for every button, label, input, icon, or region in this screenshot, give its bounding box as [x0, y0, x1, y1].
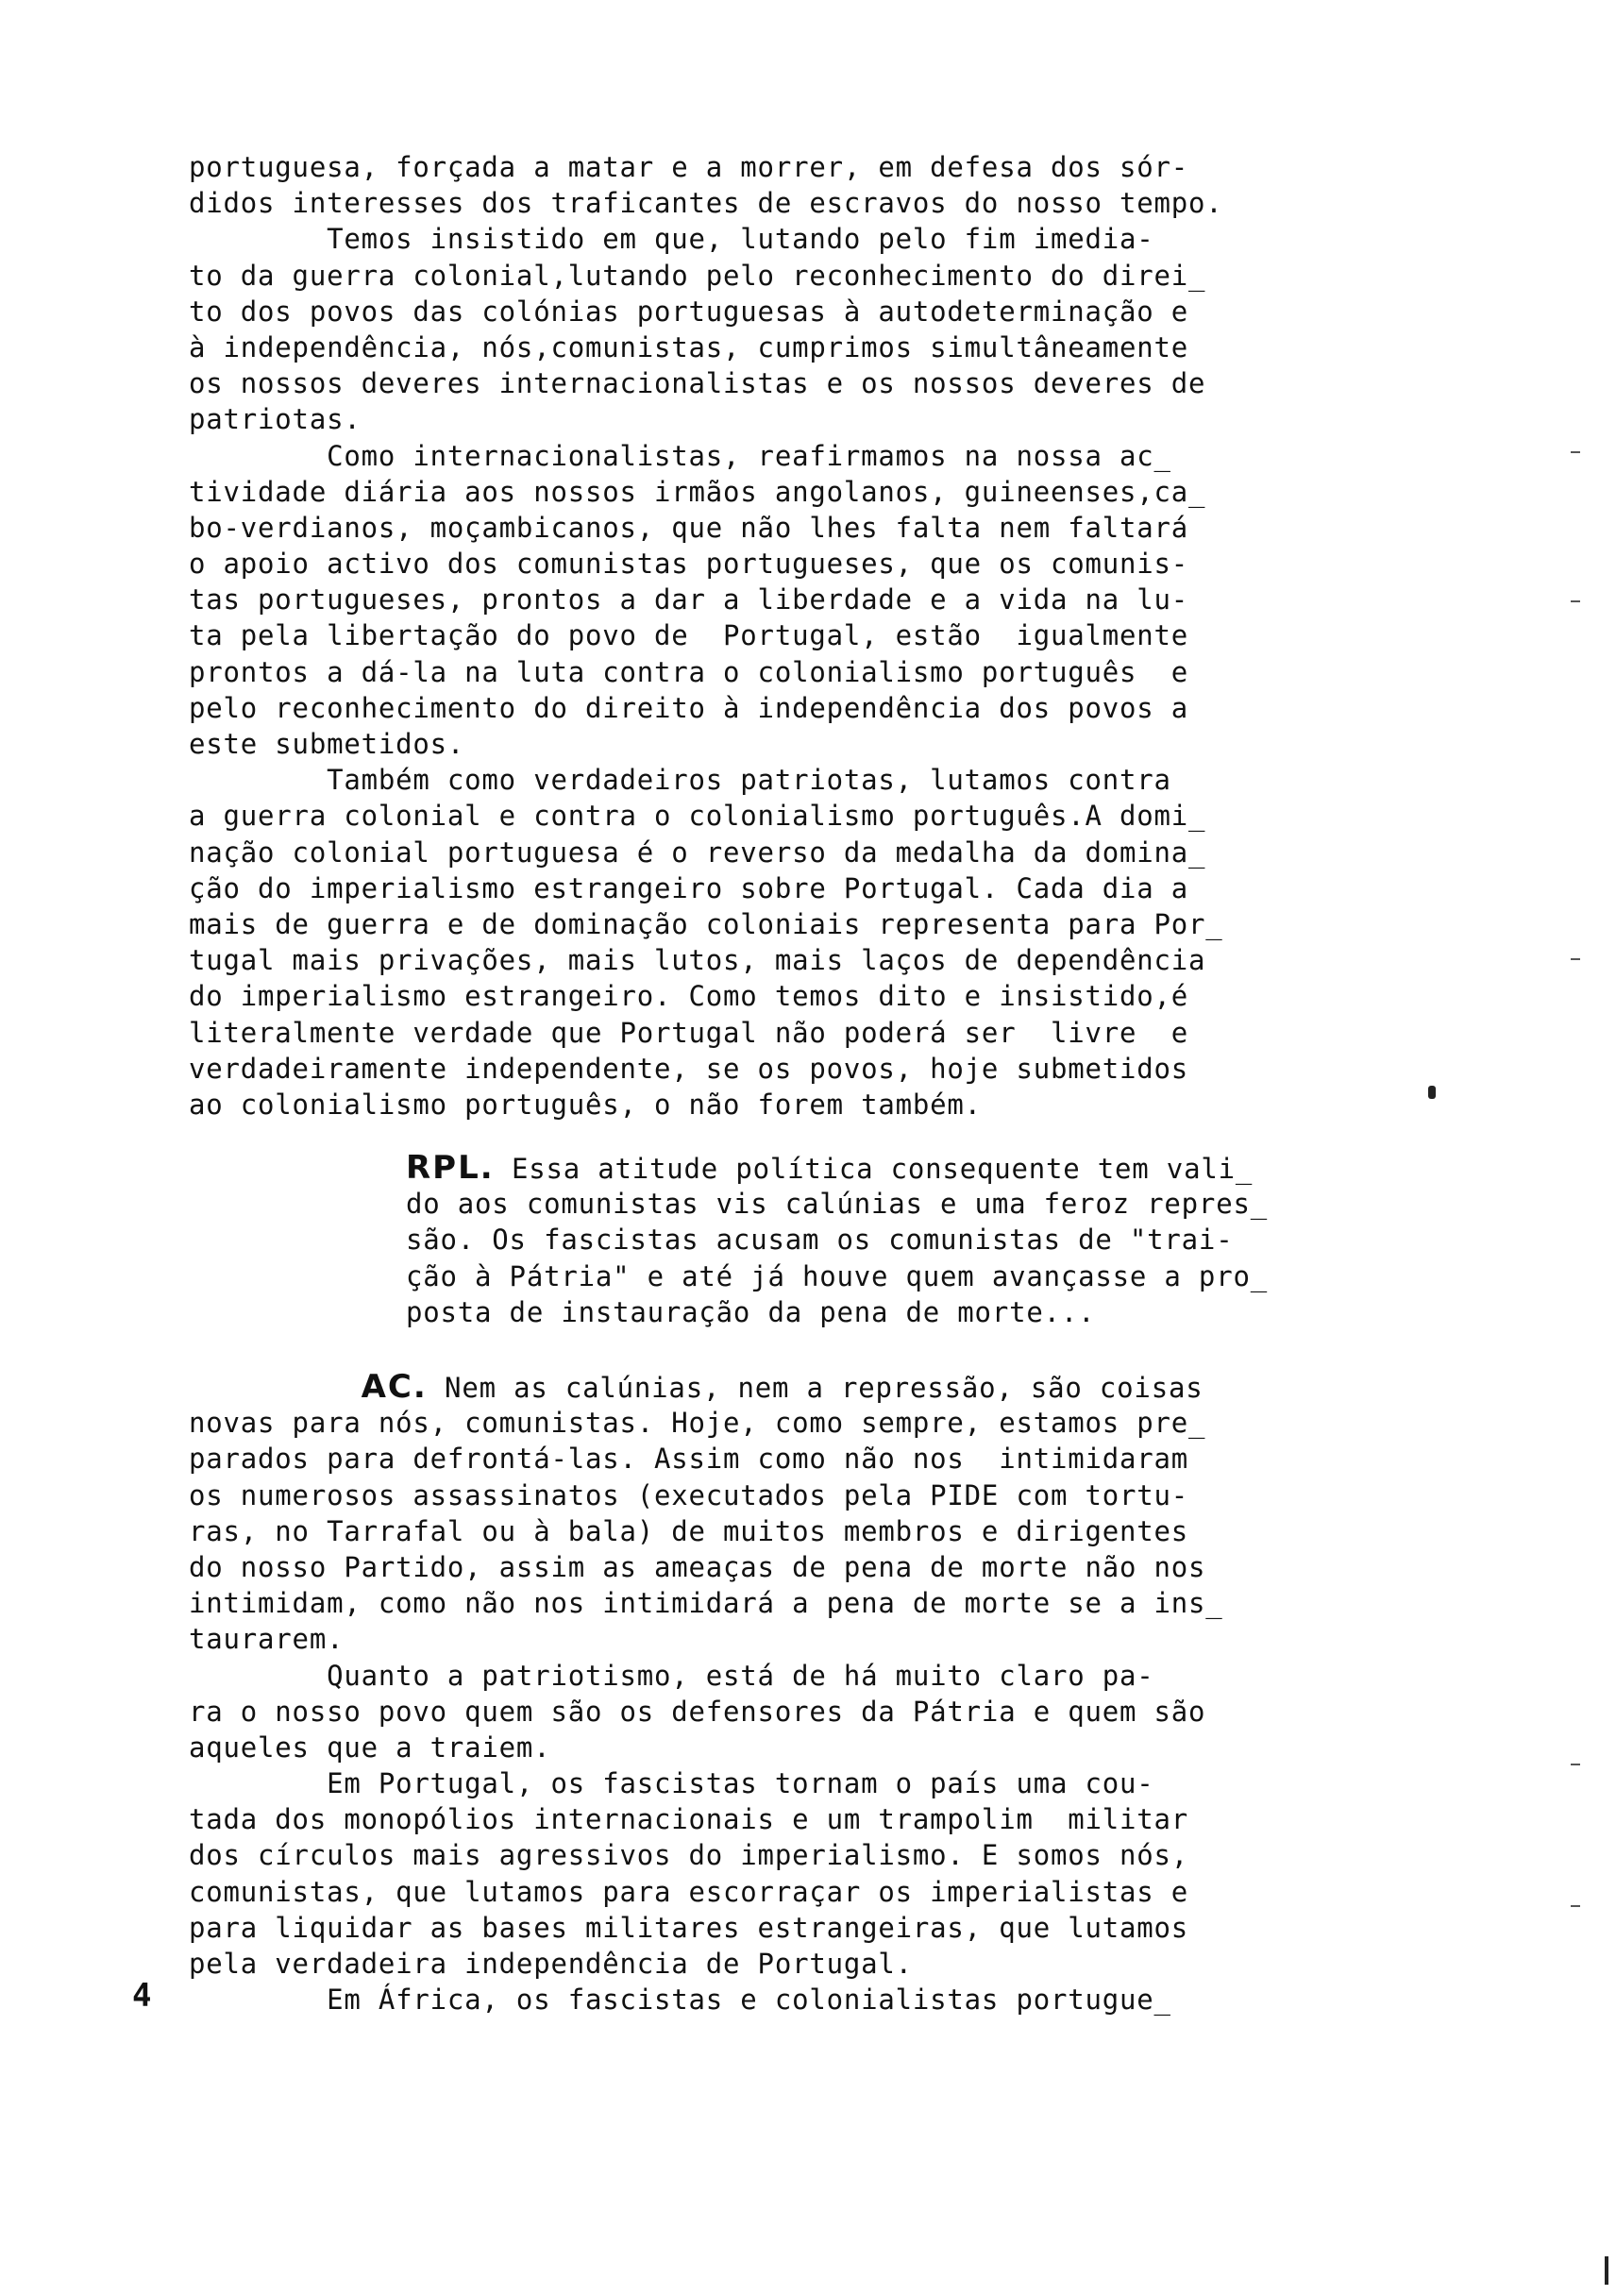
question-line: posta de instauração da pena de morte... — [406, 1295, 1096, 1328]
text-line: Em África, os fascistas e colonialistas portugue_ — [189, 1984, 1171, 2017]
text-line: aqueles que a traiem. — [189, 1730, 551, 1764]
question-line: são. Os fascistas acusam os comunistas de "trai- — [406, 1224, 1234, 1257]
text-line: verdadeiramente independente, se os povos, hoje submetidos — [189, 1052, 1189, 1085]
text-line: prontos a dá-la na luta contra o colonialismo português e — [189, 655, 1189, 688]
speaker-label-rpl: RPL. — [406, 1150, 495, 1187]
text-line: este submetidos. — [189, 728, 465, 760]
section-end-mark — [1428, 1086, 1436, 1099]
question-first-line — [406, 1150, 1454, 1186]
text-line: parados para defrontá-las. Assim como não nos intimidaram — [189, 1443, 1189, 1476]
text-line: ção do imperialismo estrangeiro sobre Portugal. Cada dia a — [189, 871, 1189, 904]
interview-question-rpl — [406, 1150, 1454, 1330]
text-line: os numerosos assassinatos (executados pela PIDE com tortu- — [189, 1478, 1189, 1511]
text-line: tividade diária aos nossos irmãos angolanos, guineenses,ca_ — [189, 475, 1206, 508]
text-line: portuguesa, forçada a matar e a morrer, em defesa dos sór- — [189, 151, 1189, 183]
text-line: didos interesses dos traficantes de escravos do nosso tempo. — [189, 187, 1223, 220]
text-line: do nosso Partido, assim as ameaças de pena de morte não nos — [189, 1550, 1206, 1583]
speaker-label-ac: AC. — [361, 1369, 428, 1406]
text-line: Como internacionalistas, reafirmamos na nossa ac_ — [189, 439, 1171, 472]
text-line: à independência, nós,comunistas, cumprimos simultâneamente — [189, 330, 1189, 363]
text-line: Quanto a patriotismo, está de há muito claro pa- — [189, 1659, 1154, 1692]
text-line: para liquidar as bases militares estrangeiras, que lutamos — [189, 1911, 1189, 1944]
text-line: do imperialismo estrangeiro. Como temos dito e insistido,é — [189, 980, 1189, 1013]
text-line: ra o nosso povo quem são os defensores da Pátria e quem são — [189, 1695, 1206, 1728]
text-line: Também como verdadeiros patriotas, lutamos contra — [189, 764, 1171, 797]
text-line: intimidam, como não nos intimidará a pena de morte se a ins_ — [189, 1587, 1223, 1620]
text-line: ta pela libertação do povo de Portugal, estão igualmente — [189, 619, 1189, 652]
text-line: patriotas. — [189, 403, 362, 436]
text-line: novas para nós, comunistas. Hoje, como sempre, estamos pre_ — [189, 1407, 1206, 1440]
question-line: ção à Pátria" e até já houve quem avançasse a pro_ — [406, 1259, 1268, 1292]
text-line: to dos povos das colónias portuguesas à autodeterminação e — [189, 295, 1189, 328]
question-line-text: Essa atitude política consequente tem vali_ — [494, 1153, 1254, 1185]
text-line: ao colonialismo português, o não forem também. — [189, 1088, 982, 1121]
text-line: tugal mais privações, mais lutos, mais laços de dependência — [189, 944, 1206, 977]
text-line: pelo reconhecimento do direito à independência dos povos a — [189, 691, 1189, 724]
answer-body — [189, 1405, 1454, 2017]
text-line: comunistas, que lutamos para escorraçar os imperialistas e — [189, 1875, 1189, 1908]
text-line: o apoio activo dos comunistas portugueses, que os comunis- — [189, 548, 1189, 581]
text-line: Temos insistido em que, lutando pelo fim imedia- — [189, 223, 1154, 256]
text-line: pela verdadeira independência de Portugal. — [189, 1948, 913, 1980]
text-line: dos círculos mais agressivos do imperialismo. E somos nós, — [189, 1839, 1189, 1872]
answer-first-line — [189, 1369, 1454, 1405]
text-line: ras, no Tarrafal ou à bala) de muitos membros e dirigentes — [189, 1514, 1189, 1547]
interview-answer-ac — [189, 1369, 1454, 2017]
page-number: 4 — [132, 1977, 153, 2015]
text-line: bo-verdianos, moçambicanos, que não lhes falta nem faltará — [189, 511, 1189, 544]
margin-tick-mark — [1571, 451, 1580, 453]
edge-scan-mark — [1605, 2256, 1608, 2285]
text-line: taurarem. — [189, 1623, 345, 1656]
answer-line-text: Nem as calúnias, nem a repressão, são coisas — [427, 1372, 1204, 1404]
margin-tick-mark — [1571, 958, 1580, 960]
text-line: os nossos deveres internacionalistas e os nossos deveres de — [189, 367, 1206, 400]
text-line: mais de guerra e de dominação coloniais representa para Por_ — [189, 907, 1223, 940]
margin-tick-mark — [1571, 1764, 1580, 1765]
text-section-colonial-war — [189, 149, 1454, 1123]
question-line: do aos comunistas vis calúnias e uma feroz repres_ — [406, 1188, 1268, 1221]
margin-tick-mark — [1571, 1905, 1580, 1907]
text-line: tas portugueses, prontos a dar a liberdade e a vida na lu- — [189, 583, 1189, 616]
text-line: to da guerra colonial,lutando pelo reconhecimento do direi_ — [189, 259, 1206, 292]
text-line: literalmente verdade que Portugal não poderá ser livre e — [189, 1016, 1189, 1049]
text-line: a guerra colonial e contra o colonialismo português.A domi_ — [189, 800, 1206, 833]
text-line: nação colonial portuguesa é o reverso da medalha da domina_ — [189, 836, 1206, 869]
text-line: tada dos monopólios internacionais e um trampolim militar — [189, 1803, 1189, 1836]
margin-tick-mark — [1571, 600, 1580, 602]
text-line: Em Portugal, os fascistas tornam o país uma cou- — [189, 1767, 1154, 1800]
